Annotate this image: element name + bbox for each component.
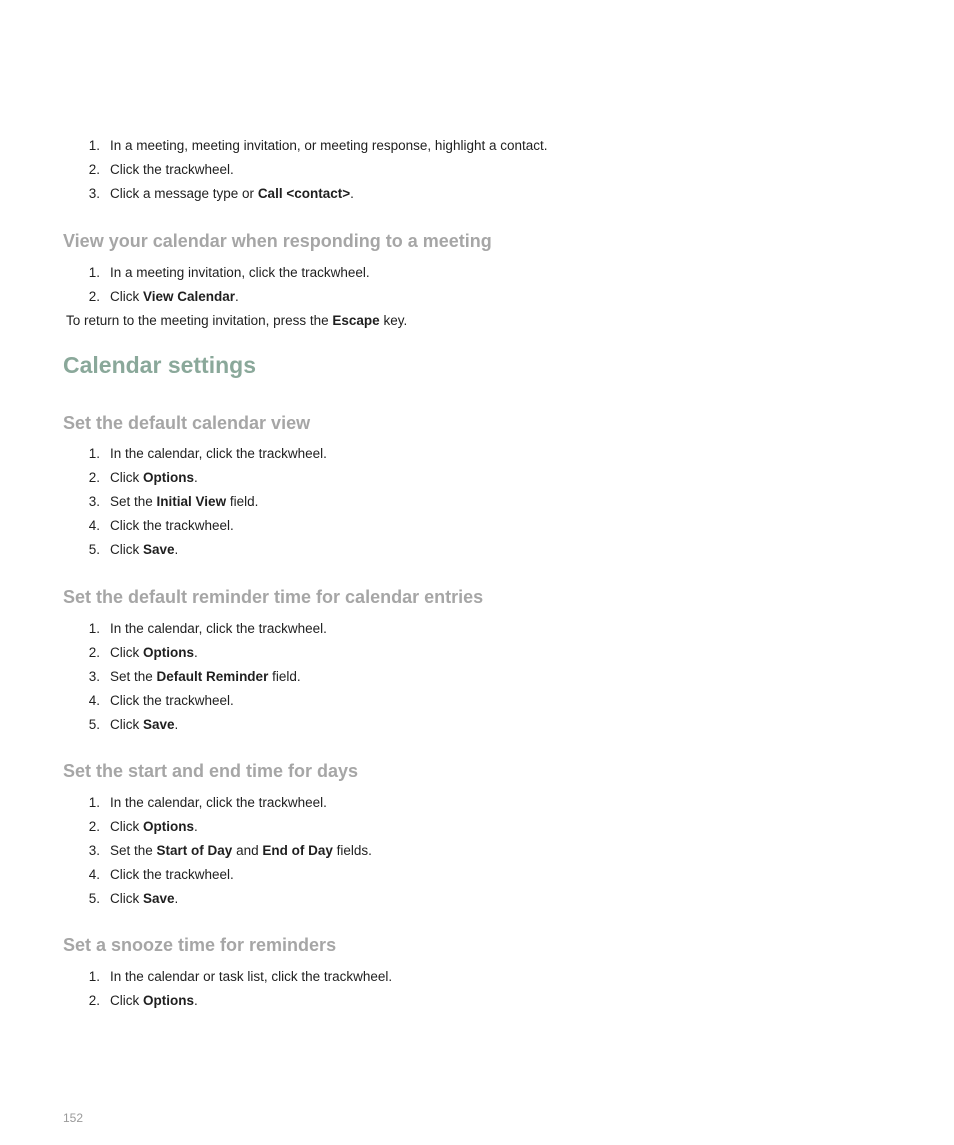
subsection-title: Set the default reminder time for calendar entries xyxy=(63,587,484,607)
bold-term: Initial View xyxy=(156,494,227,509)
bold-term: Options xyxy=(143,993,194,1008)
text-run: . xyxy=(174,717,179,732)
page-number: 152 xyxy=(63,1111,84,1125)
list-item xyxy=(80,795,680,813)
text-run: Set the xyxy=(110,494,157,509)
bold-term: Save xyxy=(143,717,175,732)
list-item-number: 2. xyxy=(88,289,100,304)
list-item-text xyxy=(110,867,234,882)
list-item-text xyxy=(110,891,178,906)
list-item xyxy=(80,969,680,987)
text-run: field. xyxy=(226,494,259,509)
bold-term: End of Day xyxy=(262,843,333,858)
text-run: key. xyxy=(379,313,408,328)
list-item xyxy=(80,446,680,464)
list-item-text xyxy=(110,669,301,684)
list-item-text xyxy=(110,542,178,557)
text-run: Set the xyxy=(110,843,157,858)
list-item-text xyxy=(110,621,327,636)
list-item-text xyxy=(110,289,239,304)
text-run: Click the trackwheel. xyxy=(110,518,234,533)
list-item-number: 2. xyxy=(88,645,100,660)
list-item-number: 4. xyxy=(88,867,100,882)
bold-term: Start of Day xyxy=(156,843,233,858)
list-item xyxy=(80,993,680,1011)
subsection-title: Set the default calendar view xyxy=(63,413,311,433)
list-item xyxy=(80,819,680,837)
list-item-number: 3. xyxy=(88,843,100,858)
text-run: In a meeting invitation, click the trackwheel. xyxy=(110,265,370,280)
text-run: Click the trackwheel. xyxy=(110,693,234,708)
list-item-number: 2. xyxy=(88,162,100,177)
bold-term: Default Reminder xyxy=(156,669,269,684)
text-run: Click a message type or xyxy=(110,186,258,201)
text-run: . xyxy=(235,289,239,304)
list-item xyxy=(80,621,680,639)
list-item xyxy=(80,867,680,885)
list-item-number: 1. xyxy=(88,795,100,810)
text-run: In a meeting, meeting invitation, or meeting response, highlight a contact. xyxy=(110,138,548,153)
list-item xyxy=(80,669,680,687)
list-item-text xyxy=(110,162,234,177)
list-item-number: 3. xyxy=(88,669,100,684)
list-item-text xyxy=(110,819,198,834)
list-item-number: 3. xyxy=(88,494,100,509)
list-item-text xyxy=(110,645,198,660)
list-item-number: 5. xyxy=(88,891,100,906)
list-item-text xyxy=(110,969,392,984)
list-item-number: 4. xyxy=(88,693,100,708)
text-run: Click xyxy=(110,717,143,732)
list-item xyxy=(80,289,680,307)
list-item-number: 2. xyxy=(88,993,100,1008)
list-item-number: 3. xyxy=(88,186,100,201)
list-item xyxy=(80,138,680,156)
bold-term: Escape xyxy=(332,313,380,328)
subsection-title: Set a snooze time for reminders xyxy=(63,935,337,955)
list-item-text xyxy=(110,993,198,1008)
list-item-text xyxy=(110,518,234,533)
list-item-number: 1. xyxy=(88,265,100,280)
list-item xyxy=(80,162,680,180)
list-item-text xyxy=(110,138,548,153)
list-item-text xyxy=(110,494,258,509)
list-item-number: 1. xyxy=(88,446,100,461)
bold-term: Save xyxy=(143,542,175,557)
list-item-text xyxy=(110,265,370,280)
text-run: field. xyxy=(268,669,301,684)
text-run: Set the xyxy=(110,669,157,684)
text-run: Click the trackwheel. xyxy=(110,162,234,177)
list-item xyxy=(80,645,680,663)
list-item xyxy=(80,891,680,909)
text-run: In the calendar or task list, click the trackwheel. xyxy=(110,969,393,984)
list-item-number: 1. xyxy=(88,138,100,153)
list-item-number: 4. xyxy=(88,518,100,533)
subsection-title: View your calendar when responding to a meeting xyxy=(63,231,492,251)
bold-term: Call <contact> xyxy=(257,186,351,201)
text-run: Click xyxy=(110,993,143,1008)
list-item-text xyxy=(110,186,354,201)
list-item-text xyxy=(110,693,234,708)
text-run: . xyxy=(194,470,198,485)
text-run: Click xyxy=(110,542,143,557)
list-item-number: 1. xyxy=(88,969,100,984)
list-item xyxy=(80,693,680,711)
text-run: . xyxy=(194,819,198,834)
bold-term: View Calendar xyxy=(143,289,236,304)
text-run: . xyxy=(174,542,179,557)
list-item xyxy=(80,542,680,560)
section-title: Calendar settings xyxy=(63,352,256,378)
text-run: To return to the meeting invitation, press the xyxy=(66,313,333,328)
list-item-text xyxy=(110,843,372,858)
bold-term: Save xyxy=(143,891,175,906)
list-item-text xyxy=(110,470,198,485)
list-item-number: 2. xyxy=(88,470,100,485)
text-run: . xyxy=(194,645,198,660)
list-item-number: 5. xyxy=(88,717,100,732)
subsection-title: Set the start and end time for days xyxy=(63,761,359,781)
list-item-text xyxy=(110,795,327,810)
text-run: fields. xyxy=(332,843,372,858)
text-run: Click the trackwheel. xyxy=(110,867,234,882)
text-run: . xyxy=(174,891,179,906)
list-item-number: 2. xyxy=(88,819,100,834)
bold-term: Options xyxy=(143,645,194,660)
list-item-text xyxy=(110,446,327,461)
text-run: . xyxy=(194,993,198,1008)
list-item xyxy=(80,494,680,512)
list-item xyxy=(80,186,680,204)
text-run: . xyxy=(350,186,354,201)
text-run: Click xyxy=(110,289,143,304)
paragraph xyxy=(66,313,407,328)
text-run: and xyxy=(232,843,263,858)
list-item xyxy=(80,518,680,536)
text-run: Click xyxy=(110,470,143,485)
list-item xyxy=(80,265,680,283)
text-run: In the calendar, click the trackwheel. xyxy=(110,795,327,810)
text-run: Click xyxy=(110,891,143,906)
text-run: Click xyxy=(110,645,143,660)
text-run: In the calendar, click the trackwheel. xyxy=(110,621,327,636)
list-item xyxy=(80,717,680,735)
bold-term: Options xyxy=(143,470,194,485)
text-run: Click xyxy=(110,819,143,834)
list-item-text xyxy=(110,717,178,732)
text-run: In the calendar, click the trackwheel. xyxy=(110,446,327,461)
list-item xyxy=(80,843,680,861)
list-item-number: 5. xyxy=(88,542,100,557)
bold-term: Options xyxy=(143,819,194,834)
list-item xyxy=(80,470,680,488)
list-item-number: 1. xyxy=(88,621,100,636)
